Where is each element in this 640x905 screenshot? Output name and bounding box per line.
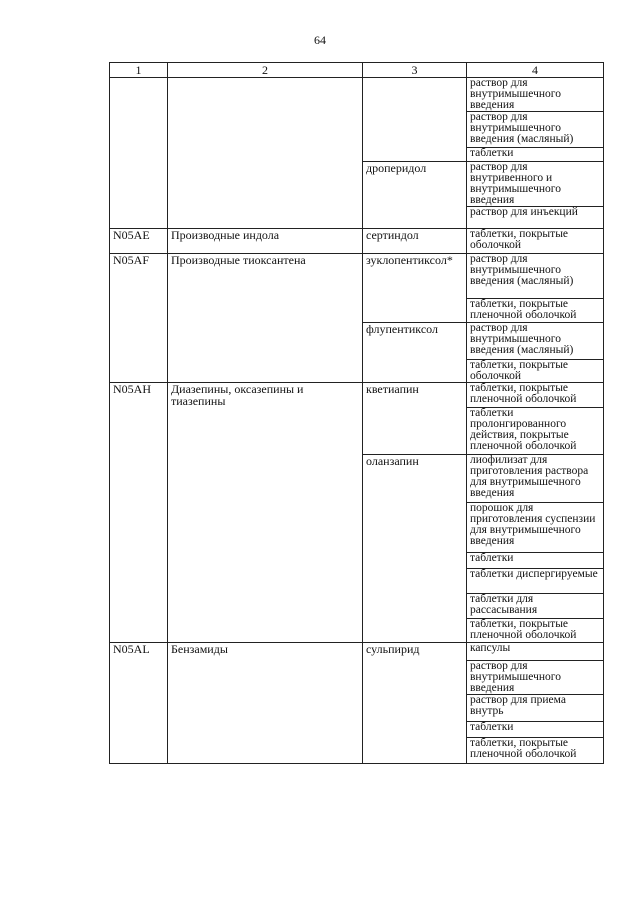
drug-cell bbox=[363, 569, 467, 594]
column-header-2: 2 bbox=[168, 63, 363, 78]
table-row bbox=[110, 78, 604, 112]
group-cell bbox=[168, 738, 363, 764]
code-cell bbox=[110, 695, 168, 722]
code-cell bbox=[110, 78, 168, 112]
drug-cell bbox=[363, 112, 467, 148]
group-cell: Диазепины, оксазепины и тиазепины bbox=[168, 383, 363, 408]
group-cell bbox=[168, 112, 363, 148]
drug-cell: сертиндол bbox=[363, 229, 467, 254]
drug-cell: кветиапин bbox=[363, 383, 467, 408]
form-cell: таблетки, покрытые пленочной оболочкой bbox=[467, 619, 604, 643]
form-cell: таблетки, покрытые пленочной оболочкой bbox=[467, 738, 604, 764]
drug-cell: оланзапин bbox=[363, 455, 467, 503]
drug-cell bbox=[363, 408, 467, 455]
group-cell bbox=[168, 594, 363, 619]
table-row bbox=[110, 360, 604, 383]
form-cell: таблетки bbox=[467, 553, 604, 569]
form-cell: таблетки диспергируемые bbox=[467, 569, 604, 594]
form-cell: раствор для внутримышечного введения (масляный) bbox=[467, 323, 604, 360]
code-cell: N05AE bbox=[110, 229, 168, 254]
group-cell: Производные тиоксантена bbox=[168, 254, 363, 299]
group-cell bbox=[168, 722, 363, 738]
table-row bbox=[110, 695, 604, 722]
table-row bbox=[110, 619, 604, 643]
table-row bbox=[110, 594, 604, 619]
drug-cell bbox=[363, 78, 467, 112]
group-cell bbox=[168, 553, 363, 569]
table-row bbox=[110, 323, 604, 360]
code-cell bbox=[110, 661, 168, 695]
drug-cell bbox=[363, 360, 467, 383]
form-cell: таблетки пролонгированного действия, покрытые пленочной оболочкой bbox=[467, 408, 604, 455]
form-cell: раствор для внутривенного и внутримышечного введения bbox=[467, 162, 604, 207]
drug-cell: флупентиксол bbox=[363, 323, 467, 360]
group-cell bbox=[168, 299, 363, 323]
group-cell bbox=[168, 78, 363, 112]
form-cell: порошок для приготовления суспензии для внутримышечного введения bbox=[467, 503, 604, 553]
code-cell bbox=[110, 722, 168, 738]
code-cell bbox=[110, 207, 168, 229]
form-cell: лиофилизат для приготовления раствора для внутримышечного введения bbox=[467, 455, 604, 503]
form-cell: таблетки, покрытые пленочной оболочкой bbox=[467, 299, 604, 323]
form-cell: раствор для внутримышечного введения bbox=[467, 661, 604, 695]
code-cell: N05AH bbox=[110, 383, 168, 408]
drug-cell bbox=[363, 738, 467, 764]
form-cell: раствор для внутримышечного введения bbox=[467, 78, 604, 112]
group-cell bbox=[168, 569, 363, 594]
code-cell: N05AL bbox=[110, 643, 168, 661]
drug-cell bbox=[363, 695, 467, 722]
group-cell: Производные индола bbox=[168, 229, 363, 254]
code-cell bbox=[110, 112, 168, 148]
code-cell bbox=[110, 360, 168, 383]
form-cell: раствор для внутримышечного введения (масляный) bbox=[467, 254, 604, 299]
group-cell bbox=[168, 148, 363, 162]
table-row bbox=[110, 569, 604, 594]
group-cell bbox=[168, 408, 363, 455]
code-cell: N05AF bbox=[110, 254, 168, 299]
drug-cell bbox=[363, 661, 467, 695]
table-row bbox=[110, 643, 604, 661]
drug-cell: сульпирид bbox=[363, 643, 467, 661]
form-cell: капсулы bbox=[467, 643, 604, 661]
table-row bbox=[110, 455, 604, 503]
code-cell bbox=[110, 455, 168, 503]
column-header-1: 1 bbox=[110, 63, 168, 78]
code-cell bbox=[110, 569, 168, 594]
drug-cell bbox=[363, 148, 467, 162]
code-cell bbox=[110, 162, 168, 207]
table-header-row bbox=[110, 63, 604, 78]
table-row bbox=[110, 408, 604, 455]
column-header-4: 4 bbox=[467, 63, 604, 78]
table-row bbox=[110, 162, 604, 207]
code-cell bbox=[110, 553, 168, 569]
form-cell: раствор для приема внутрь bbox=[467, 695, 604, 722]
group-cell: Бензамиды bbox=[168, 643, 363, 661]
drug-cell bbox=[363, 553, 467, 569]
table-row bbox=[110, 207, 604, 229]
column-header-3: 3 bbox=[363, 63, 467, 78]
group-cell bbox=[168, 455, 363, 503]
drug-cell bbox=[363, 619, 467, 643]
form-cell: таблетки для рассасывания bbox=[467, 594, 604, 619]
drug-cell: дроперидол bbox=[363, 162, 467, 207]
form-cell: раствор для внутримышечного введения (масляный) bbox=[467, 112, 604, 148]
group-cell bbox=[168, 619, 363, 643]
group-cell bbox=[168, 162, 363, 207]
code-cell bbox=[110, 503, 168, 553]
drug-cell bbox=[363, 722, 467, 738]
table-body bbox=[110, 78, 604, 764]
drug-table bbox=[109, 62, 604, 764]
drug-cell bbox=[363, 207, 467, 229]
table-row bbox=[110, 112, 604, 148]
table-row bbox=[110, 553, 604, 569]
code-cell bbox=[110, 148, 168, 162]
table-row bbox=[110, 148, 604, 162]
drug-cell bbox=[363, 299, 467, 323]
drug-cell: зуклопентиксол* bbox=[363, 254, 467, 299]
code-cell bbox=[110, 299, 168, 323]
group-cell bbox=[168, 323, 363, 360]
group-cell bbox=[168, 503, 363, 553]
table-row bbox=[110, 229, 604, 254]
group-cell bbox=[168, 661, 363, 695]
code-cell bbox=[110, 738, 168, 764]
form-cell: таблетки, покрытые оболочкой bbox=[467, 360, 604, 383]
group-cell bbox=[168, 360, 363, 383]
code-cell bbox=[110, 619, 168, 643]
table-row bbox=[110, 722, 604, 738]
form-cell: раствор для инъекций bbox=[467, 207, 604, 229]
table-row bbox=[110, 254, 604, 299]
table-row bbox=[110, 299, 604, 323]
form-cell: таблетки, покрытые пленочной оболочкой bbox=[467, 383, 604, 408]
code-cell bbox=[110, 408, 168, 455]
drug-cell bbox=[363, 503, 467, 553]
group-cell bbox=[168, 207, 363, 229]
group-cell bbox=[168, 695, 363, 722]
page-number: 64 bbox=[314, 33, 326, 47]
table-row bbox=[110, 383, 604, 408]
form-cell: таблетки bbox=[467, 148, 604, 162]
code-cell bbox=[110, 323, 168, 360]
table-row bbox=[110, 661, 604, 695]
form-cell: таблетки bbox=[467, 722, 604, 738]
form-cell: таблетки, покрытые оболочкой bbox=[467, 229, 604, 254]
table-row bbox=[110, 503, 604, 553]
drug-cell bbox=[363, 594, 467, 619]
code-cell bbox=[110, 594, 168, 619]
table-row bbox=[110, 738, 604, 764]
